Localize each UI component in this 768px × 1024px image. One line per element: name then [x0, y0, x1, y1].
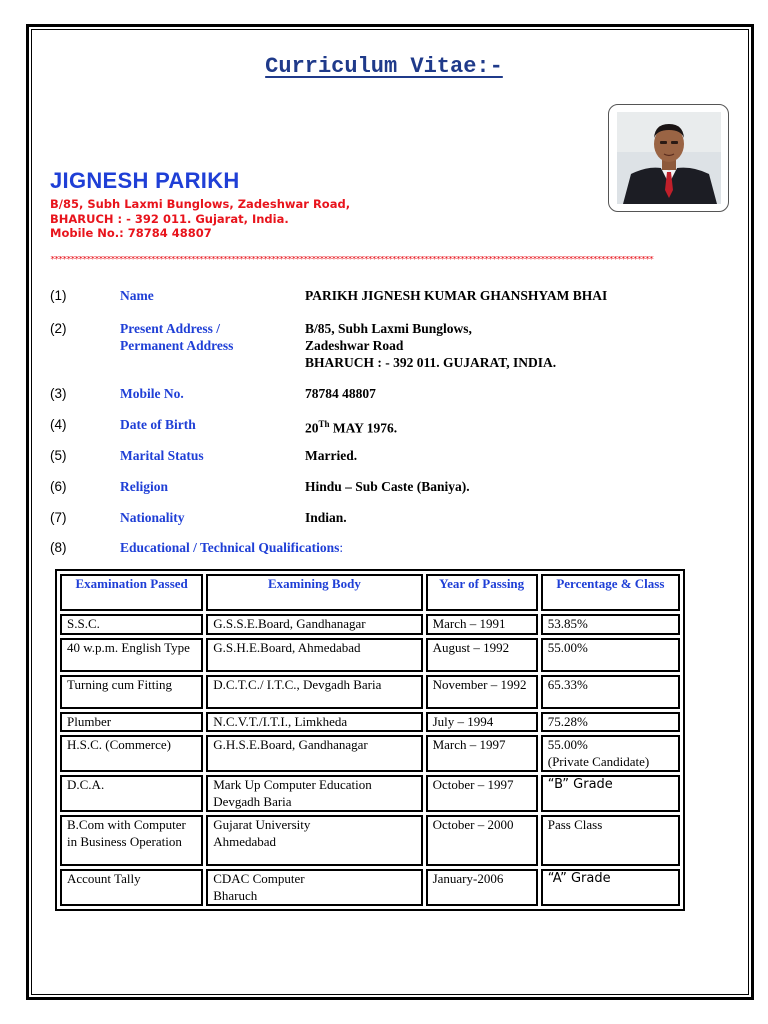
table-cell: 55.00% — [541, 638, 680, 672]
photo-frame — [608, 104, 729, 212]
name-label: Name — [120, 288, 154, 303]
mobile-label: Mobile No. — [120, 386, 184, 401]
table-row — [60, 775, 680, 812]
qualifications-table — [55, 569, 685, 911]
marital-label: Marital Status — [120, 448, 204, 463]
mobile-value: 78784 48807 — [305, 386, 376, 401]
table-cell: “A” Grade — [541, 869, 680, 906]
qualifications-label-text: Educational / Technical Qualifications — [120, 540, 340, 555]
table-cell: D.C.A. — [60, 775, 203, 812]
address-value-2: Zadeshwar Road — [305, 338, 404, 353]
cell-line: Mark Up Computer Education — [213, 777, 372, 792]
table-cell: B.Com with Computer in Business Operation — [60, 815, 203, 866]
table-cell: 65.33% — [541, 675, 680, 709]
table-cell: “B” Grade — [541, 775, 680, 812]
table-cell: G.H.S.E.Board, Gandhanagar — [206, 735, 422, 772]
table-row — [60, 815, 680, 866]
table-cell: Plumber — [60, 712, 203, 733]
table-cell: D.C.T.C./ I.T.C., Devgadh Baria — [206, 675, 422, 709]
table-cell: N.C.V.T./I.T.I., Limkheda — [206, 712, 422, 733]
religion-value: Hindu – Sub Caste (Baniya). — [305, 479, 470, 494]
table-cell — [206, 775, 422, 812]
portrait-photo — [617, 112, 721, 204]
address-label: Present Address / — [120, 321, 221, 336]
address-line-2: BHARUCH : - 392 011. Gujarat, India. — [50, 212, 289, 226]
item-number: (6) — [50, 479, 67, 494]
table-row — [60, 735, 680, 772]
portrait-photo-icon — [617, 112, 721, 204]
item-number: (3) — [50, 386, 67, 401]
table-cell: 40 w.p.m. English Type — [60, 638, 203, 672]
table-cell: October – 1997 — [426, 775, 538, 812]
table-row — [60, 675, 680, 709]
cell-line: Gujarat University — [213, 817, 311, 832]
dob-suffix: Th — [318, 419, 330, 429]
name-value: PARIKH JIGNESH KUMAR GHANSHYAM BHAI — [305, 288, 608, 303]
item-number: (1) — [50, 288, 67, 303]
column-header: Examining Body — [206, 574, 422, 611]
cell-line: (Private Candidate) — [547, 753, 650, 769]
cell-line: Ahmedabad — [213, 833, 277, 849]
cell-line: CDAC Computer — [213, 871, 305, 886]
dob-day: 20 — [305, 420, 319, 436]
document-title-wrap — [0, 54, 768, 79]
address-line-1: B/85, Subh Laxmi Bunglows, Zadeshwar Road, — [50, 197, 351, 211]
dob-value — [305, 416, 397, 437]
table-cell: August – 1992 — [426, 638, 538, 672]
table-cell — [206, 815, 422, 866]
table-cell: Pass Class — [541, 815, 680, 866]
dob-rest: MAY 1976. — [329, 420, 398, 436]
star-separator: ****************************************************************************************************************************************************** — [50, 256, 653, 264]
nationality-label: Nationality — [120, 510, 185, 525]
marital-value: Married. — [305, 448, 358, 463]
table-cell: March – 1991 — [426, 614, 538, 635]
address-value-1: B/85, Subh Laxmi Bunglows, — [305, 321, 472, 336]
item-number: (4) — [50, 417, 67, 432]
religion-label: Religion — [120, 479, 169, 494]
table-cell — [541, 735, 680, 772]
table-cell: November – 1992 — [426, 675, 538, 709]
table-cell: H.S.C. (Commerce) — [60, 735, 203, 772]
cell-line: Bharuch — [213, 887, 258, 903]
qualifications-label-colon: : — [339, 540, 344, 555]
item-number: (5) — [50, 448, 67, 463]
item-number: (2) — [50, 321, 67, 336]
table-cell: October – 2000 — [426, 815, 538, 866]
table-cell: January-2006 — [426, 869, 538, 906]
table-header-row — [60, 574, 680, 611]
mobile-line: Mobile No.: 78784 48807 — [50, 226, 212, 240]
address-label-2: Permanent Address — [120, 338, 234, 353]
qualifications-label — [120, 539, 343, 556]
table-cell: Account Tally — [60, 869, 203, 906]
cell-line: 55.00% — [547, 737, 588, 752]
table-cell: G.S.S.E.Board, Gandhanagar — [206, 614, 422, 635]
table-cell: S.S.C. — [60, 614, 203, 635]
dob-label: Date of Birth — [120, 417, 196, 432]
item-number: (7) — [50, 510, 67, 525]
document-title: Curriculum Vitae:- — [265, 54, 503, 79]
cell-line: Devgadh Baria — [213, 793, 292, 809]
table-cell: March – 1997 — [426, 735, 538, 772]
table-cell: 53.85% — [541, 614, 680, 635]
table-cell: G.S.H.E.Board, Ahmedabad — [206, 638, 422, 672]
table-row — [60, 614, 680, 635]
column-header: Percentage & Class — [541, 574, 680, 611]
table-cell — [206, 869, 422, 906]
table-cell: July – 1994 — [426, 712, 538, 733]
item-number: (8) — [50, 540, 67, 555]
table-row — [60, 869, 680, 906]
column-header: Examination Passed — [60, 574, 203, 611]
table-cell: Turning cum Fitting — [60, 675, 203, 709]
column-header: Year of Passing — [426, 574, 538, 611]
nationality-value: Indian. — [305, 510, 347, 525]
table-cell: 75.28% — [541, 712, 680, 733]
candidate-name-heading: JIGNESH PARIKH — [50, 168, 240, 193]
address-value-3: BHARUCH : - 392 011. GUJARAT, INDIA. — [305, 355, 557, 370]
table-row — [60, 712, 680, 733]
table-row — [60, 638, 680, 672]
